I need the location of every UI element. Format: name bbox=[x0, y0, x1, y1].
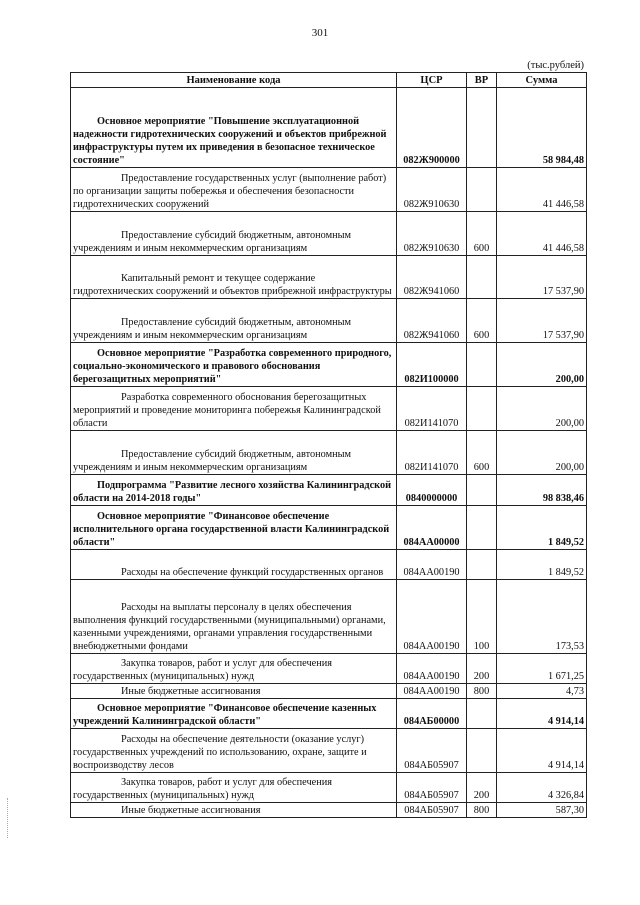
row-name bbox=[71, 299, 397, 343]
table-row bbox=[71, 684, 587, 699]
row-vr bbox=[467, 168, 497, 212]
row-name-text: Капитальный ремонт и текущее содержание гидротехнических сооружений и объектов прибрежной инфраструктуры bbox=[73, 273, 392, 297]
table-row bbox=[71, 212, 587, 256]
header-name: Наименование кода bbox=[71, 73, 397, 88]
row-sum: 41 446,58 bbox=[497, 212, 587, 256]
row-name-text: Закупка товаров, работ и услуг для обеспечения государственных (муниципальных) нужд bbox=[73, 658, 332, 682]
row-vr bbox=[467, 729, 497, 773]
row-csr: 084АБ05907 bbox=[397, 803, 467, 818]
table-row bbox=[71, 343, 587, 387]
table-row bbox=[71, 550, 587, 580]
row-name bbox=[71, 168, 397, 212]
row-vr bbox=[467, 475, 497, 506]
row-csr: 0840000000 bbox=[397, 475, 467, 506]
page-number: 301 bbox=[311, 27, 329, 39]
row-vr bbox=[467, 699, 497, 729]
row-vr: 200 bbox=[467, 654, 497, 684]
row-sum: 4 914,14 bbox=[497, 699, 587, 729]
row-name bbox=[71, 431, 397, 475]
row-vr bbox=[467, 256, 497, 299]
table-row bbox=[71, 88, 587, 168]
row-name bbox=[71, 475, 397, 506]
table-header-row bbox=[71, 73, 587, 88]
row-vr bbox=[467, 387, 497, 431]
row-name bbox=[71, 212, 397, 256]
row-csr: 082И100000 bbox=[397, 343, 467, 387]
row-sum: 17 537,90 bbox=[497, 256, 587, 299]
row-csr: 084АА00000 bbox=[397, 506, 467, 550]
row-csr: 084АБ05907 bbox=[397, 729, 467, 773]
row-csr: 084АБ00000 bbox=[397, 699, 467, 729]
row-csr: 082И141070 bbox=[397, 431, 467, 475]
table-row bbox=[71, 506, 587, 550]
table-row bbox=[71, 256, 587, 299]
row-csr: 084АА00190 bbox=[397, 684, 467, 699]
scan-margin-mark bbox=[7, 798, 10, 838]
row-name bbox=[71, 256, 397, 299]
header-csr: ЦСР bbox=[397, 73, 467, 88]
row-name bbox=[71, 729, 397, 773]
row-vr: 600 bbox=[467, 212, 497, 256]
row-sum: 4 326,84 bbox=[497, 773, 587, 803]
row-name-text: Основное мероприятие "Финансовое обеспечение казенных учреждений Калининградской области" bbox=[73, 703, 377, 727]
row-sum: 200,00 bbox=[497, 431, 587, 475]
row-vr: 800 bbox=[467, 803, 497, 818]
row-name-text: Закупка товаров, работ и услуг для обеспечения государственных (муниципальных) нужд bbox=[73, 777, 332, 801]
table-row bbox=[71, 729, 587, 773]
row-csr: 082И141070 bbox=[397, 387, 467, 431]
row-name-text: Предоставление субсидий бюджетным, автономным учреждениям и иным некоммерческим организациям bbox=[73, 230, 352, 254]
row-vr bbox=[467, 506, 497, 550]
row-csr: 082Ж941060 bbox=[397, 299, 467, 343]
row-name-text: Предоставление субсидий бюджетным, автономным учреждениям и иным некоммерческим организациям bbox=[73, 317, 352, 341]
row-vr: 600 bbox=[467, 431, 497, 475]
row-sum: 1 849,52 bbox=[497, 550, 587, 580]
row-name-text: Подпрограмма "Развитие лесного хозяйства Калининградской области на 2014-2018 годы" bbox=[73, 480, 392, 504]
row-name-text: Предоставление государственных услуг (выполнение работ) по организации защиты побережья и обеспечения безопасности гидротехнических сооружений bbox=[73, 173, 387, 210]
row-name bbox=[71, 88, 397, 168]
row-sum: 4,73 bbox=[497, 684, 587, 699]
table-row bbox=[71, 699, 587, 729]
row-csr: 082Ж910630 bbox=[397, 212, 467, 256]
row-sum: 41 446,58 bbox=[497, 168, 587, 212]
row-name-text: Предоставление субсидий бюджетным, автономным учреждениям и иным некоммерческим организациям bbox=[73, 449, 352, 473]
row-sum: 200,00 bbox=[497, 343, 587, 387]
row-name bbox=[71, 684, 397, 699]
table-row bbox=[71, 475, 587, 506]
row-name-text: Разработка современного обоснования берегозащитных мероприятий и проведение мониторинга побережья Калининградской области bbox=[73, 392, 381, 429]
row-csr: 084АА00190 bbox=[397, 654, 467, 684]
row-sum: 1 849,52 bbox=[497, 506, 587, 550]
row-name bbox=[71, 654, 397, 684]
row-name bbox=[71, 387, 397, 431]
row-name-text: Основное мероприятие "Разработка современного природного, социально-экономического и правового обоснования берегозащитных мероприятий" bbox=[73, 348, 392, 385]
units-label: (тыс.рублей) bbox=[527, 60, 584, 71]
row-name bbox=[71, 699, 397, 729]
row-name bbox=[71, 773, 397, 803]
row-sum: 1 671,25 bbox=[497, 654, 587, 684]
row-sum: 200,00 bbox=[497, 387, 587, 431]
row-vr bbox=[467, 88, 497, 168]
row-sum: 98 838,46 bbox=[497, 475, 587, 506]
budget-table bbox=[70, 72, 587, 818]
row-name-text: Иные бюджетные ассигнования bbox=[121, 686, 261, 697]
row-vr: 600 bbox=[467, 299, 497, 343]
row-csr: 084АА00190 bbox=[397, 550, 467, 580]
row-vr: 800 bbox=[467, 684, 497, 699]
row-csr: 082Ж910630 bbox=[397, 168, 467, 212]
row-csr: 082Ж941060 bbox=[397, 256, 467, 299]
header-vr: ВР bbox=[467, 73, 497, 88]
row-csr: 082Ж900000 bbox=[397, 88, 467, 168]
row-name-text: Расходы на обеспечение деятельности (оказание услуг) государственных учреждений по использованию, охране, защите и воспроизводству лесов bbox=[73, 734, 367, 771]
table-row bbox=[71, 168, 587, 212]
row-vr bbox=[467, 343, 497, 387]
table-row bbox=[71, 431, 587, 475]
row-name-text: Основное мероприятие "Повышение эксплуатационной надежности гидротехнических сооружений и объектов прибрежной инфраструктуры путем их приведения в безопасное техническое состояние" bbox=[73, 116, 387, 166]
row-name bbox=[71, 580, 397, 654]
row-vr bbox=[467, 550, 497, 580]
row-sum: 4 914,14 bbox=[497, 729, 587, 773]
row-name-text: Иные бюджетные ассигнования bbox=[121, 805, 261, 816]
row-name bbox=[71, 803, 397, 818]
table-row bbox=[71, 299, 587, 343]
table-row bbox=[71, 387, 587, 431]
row-csr: 084АБ05907 bbox=[397, 773, 467, 803]
table-row bbox=[71, 580, 587, 654]
row-name-text: Основное мероприятие "Финансовое обеспечение исполнительного органа государственной власти Калининградской области" bbox=[73, 511, 390, 548]
row-name bbox=[71, 506, 397, 550]
row-vr: 100 bbox=[467, 580, 497, 654]
row-vr: 200 bbox=[467, 773, 497, 803]
table-row bbox=[71, 803, 587, 818]
row-sum: 17 537,90 bbox=[497, 299, 587, 343]
row-sum: 587,30 bbox=[497, 803, 587, 818]
row-sum: 58 984,48 bbox=[497, 88, 587, 168]
row-name-text: Расходы на выплаты персоналу в целях обеспечения выполнения функций государственными (муниципальными) органами, казенными учреждениями, органами управления государственными внебюджетными фондами bbox=[73, 602, 386, 652]
row-csr: 084АА00190 bbox=[397, 580, 467, 654]
row-name-text: Расходы на обеспечение функций государственных органов bbox=[121, 567, 384, 578]
table-row bbox=[71, 654, 587, 684]
row-name bbox=[71, 550, 397, 580]
row-sum: 173,53 bbox=[497, 580, 587, 654]
row-name bbox=[71, 343, 397, 387]
header-sum: Сумма bbox=[497, 73, 587, 88]
table-row bbox=[71, 773, 587, 803]
